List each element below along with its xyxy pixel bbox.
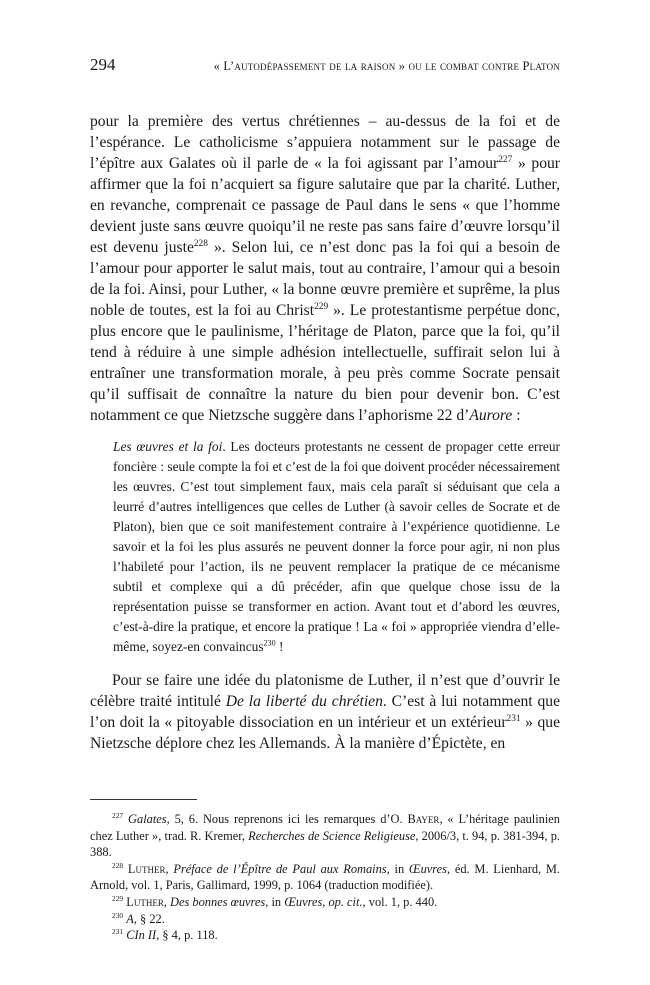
book-title-liberte: De la liberté du chrétien [225,693,383,710]
journal-title: Recherches de Science Religieuse [248,828,416,843]
text-run: , [165,861,174,876]
footnote-number: 230 [112,910,124,920]
text-run: ». Selon lui, ce n’est donc pas la foi qui a besoin de l’amour pour apporter le salut mais, tout au contraire, l’amour qui a besoin de la foi. Ainsi, pour Luther, « la bonne œuvre première et suprême, la plus noble de toutes, est la foi au Christ [90,239,560,319]
footnote-ref-227[interactable]: 227 [498,154,513,165]
footnote-227 [90,811,560,861]
footnote-ref-228[interactable]: 228 [193,238,208,249]
work-title: Préface de l’Épître de Paul aux Romains [173,861,387,876]
page-number: 294 [90,55,116,74]
author-name: Luther [126,894,164,909]
text-run: , « L’héritage paulinien chez Luther », trad. R. Kremer, [90,812,560,843]
footnote-number: 231 [112,927,124,937]
footnote-number: 229 [112,893,124,903]
text-run: , [322,894,329,909]
work-title: Œuvres [408,861,447,876]
footnote-ref-230[interactable]: 230 [263,638,276,648]
text-run: ». Le protestantisme perpétue donc, plus encore que le paulinisme, l’héritage de Platon, parce que la foi, qu’il tend à réduire à une simple adhésion intellectuelle, suffirait selon lui à entraîner une transformation morale, à peu près comme Socrate pensait qu’il suffisait de connaître la nature du bien pour devenir bon. C’est notamment ce que Nietzsche suggère dans l’aphorisme 22 d’ [90,302,560,424]
running-title: « L’autodépassement de la raison » ou le combat contre Platon [213,59,560,73]
book-title-aurore: Aurore [469,407,513,424]
page-header [90,55,560,85]
text-run: op. cit. [328,894,363,909]
text-run: Galates [128,812,167,826]
footnote-230 [90,911,560,928]
work-abbrev: A [126,911,134,926]
text-run: , vol. 1, p. 440. [362,894,438,909]
footnote-number: 228 [112,860,124,870]
book-page [90,55,560,944]
footnote-divider [90,799,197,800]
paragraph-1 [90,111,560,426]
text-run: : [512,407,521,424]
footnotes [90,811,560,944]
work-title: Œuvres [284,894,323,909]
footnote-231 [90,927,560,944]
text-run: , § 4, p. 118. [156,928,218,943]
text-run: » pour affirmer que la foi n’acquiert sa figure salutaire que par la charité. Luther, en revanche, comprenait ce passage de Paul dans le sens « que l’homme devient juste sans œuvre quoiqu’il ne reste pas sans faire d’œuvre lorsqu’il est devenu juste [90,155,560,256]
text-run: , in [265,894,285,909]
text-run: Pour se faire une idée du platonisme de Luther, il n’est que d’ouvrir le célèbre traité intitulé [90,672,560,710]
quote-title: Les œuvres et la foi [113,439,223,454]
text-run: , 2006/3, t. 94, p. 381-394, p. 388. [90,828,560,860]
main-text [90,111,560,754]
footnote-ref-229[interactable]: 229 [314,301,329,312]
text-run: , 5, 6. Nous reprenons ici les remarques d’O. [166,812,408,826]
footnote-ref-231[interactable]: 231 [506,713,521,724]
block-quote [113,437,560,657]
footnote-number: 227 [112,810,124,820]
text-run: ! [275,639,284,654]
text-run: , éd. M. Lienhard, M. Arnold, vol. 1, Paris, Gallimard, 1999, p. 1064 (traduction modifiée). [90,861,561,893]
author-name: Bayer [407,812,440,826]
author-name: Luther [127,861,166,876]
text-run: , [163,894,171,909]
work-abbrev: CIn II [126,928,157,943]
text-run: , in [386,861,409,876]
quote-text: . Les docteurs protestants ne cessent de propager cette erreur foncière : seule compte la foi et c’est de la foi que doivent procéder nécessairement les œuvres. C’est tout simplement faux, mais cela paraît si séduisant que cela a leurré d’autres intelligences que celles de Luther (à savoir celles de Socrate et de Platon), bien que ce soit manifestement contraire à l’expérience quotidienne. Le savoir et la foi les plus assurés ne peuvent donner la force pour agir, ni non plus l’habileté pour l’action, ils ne peuvent remplacer la pratique de ce mécanisme subtil et complexe qui a dû précéder, afin que quelque chose issu de la représentation puisse se transformer en action. Avant tout et d’abord les œuvres, c’est-à-dire la pratique, et encore la pratique ! La « foi » appropriée viendra d’elle-même, soyez-en convaincus [113,439,560,654]
text-run: » que Nietzsche déplore chez les Allemands. À la manière d’Épictète, en [90,714,560,752]
work-title: Des bonnes œuvres [170,894,266,909]
paragraph-2 [90,670,560,754]
text-run: . C’est à lui notamment que l’on doit la « pitoyable dissociation en un intérieur et un extérieur [90,693,560,731]
text-run: , § 22. [133,911,165,926]
footnote-229 [90,894,560,911]
text-run: pour la première des vertus chrétiennes – au-dessus de la foi et de l’espérance. Le catholicisme s’appuiera notamment sur le passage de l’épître aux Galates où il parle de « la foi agissant par l’amour [90,113,560,172]
footnote-228 [90,861,560,894]
